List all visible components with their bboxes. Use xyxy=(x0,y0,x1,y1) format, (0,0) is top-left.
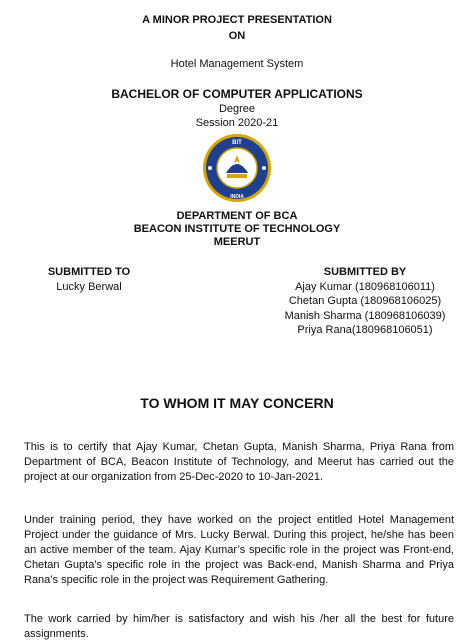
submitted-by-heading: SUBMITTED BY xyxy=(323,266,407,278)
submitted-by-name: Priya Rana(180968106051) xyxy=(297,324,433,337)
certificate-paragraph: The work carried by him/her is satisfactory and wish his /her all the best for future assignments. xyxy=(24,613,454,640)
institute-name: BEACON INSTITUTE OF TECHNOLOGY xyxy=(133,223,341,235)
certificate-paragraph: Under training period, they have worked on the project entitled Hotel Management Project under the guidance of Mrs. Lucky Berwal. During this project, he/she has been an active member of the team. Ajay Kumar’s specific role in the project was Front-end, Chetan Gupta’s specific role in the project was Back-end, Manish Sharma and Priya Rana’s specific role in the project was Requirement Gathering. xyxy=(24,514,454,586)
seal-star-right xyxy=(262,166,266,170)
submitted-to-heading: SUBMITTED TO xyxy=(47,266,131,278)
session-label: Session 2020-21 xyxy=(195,117,279,129)
degree-name: BACHELOR OF COMPUTER APPLICATIONS xyxy=(111,87,363,101)
certificate-paragraph: This is to certify that Ajay Kumar, Chetan Gupta, Manish Sharma, Priya Rana from Department of BCA, Beacon Institute of Technology, and Meerut has carried out the project at our organization from 25-Dec-2020 to 10-Jan-2021. xyxy=(24,441,454,483)
institute-city: MEERUT xyxy=(213,236,261,248)
presentation-title: A MINOR PROJECT PRESENTATION xyxy=(142,14,332,26)
department-name: DEPARTMENT OF BCA xyxy=(176,210,298,222)
submitted-by-block xyxy=(270,265,460,338)
seal-book-icon xyxy=(227,174,247,178)
seal-star-left xyxy=(208,166,212,170)
submitted-by-name: Ajay Kumar (180968106011) xyxy=(295,280,435,293)
submitted-by-name: Chetan Gupta (180968106025) xyxy=(288,295,442,308)
submitted-by-name: Manish Sharma (180968106039) xyxy=(284,309,446,322)
degree-label: Degree xyxy=(218,103,256,115)
presentation-on: ON xyxy=(228,30,246,42)
seal-bottom-text: INDIA xyxy=(230,194,244,200)
submitted-to-block xyxy=(29,265,149,294)
college-seal-icon xyxy=(202,133,272,203)
certificate-heading: TO WHOM IT MAY CONCERN xyxy=(140,395,334,411)
submitted-to-name: Lucky Berwal xyxy=(56,280,122,293)
seal-top-text: BIT xyxy=(232,140,242,146)
project-title: Hotel Management System xyxy=(170,58,304,70)
